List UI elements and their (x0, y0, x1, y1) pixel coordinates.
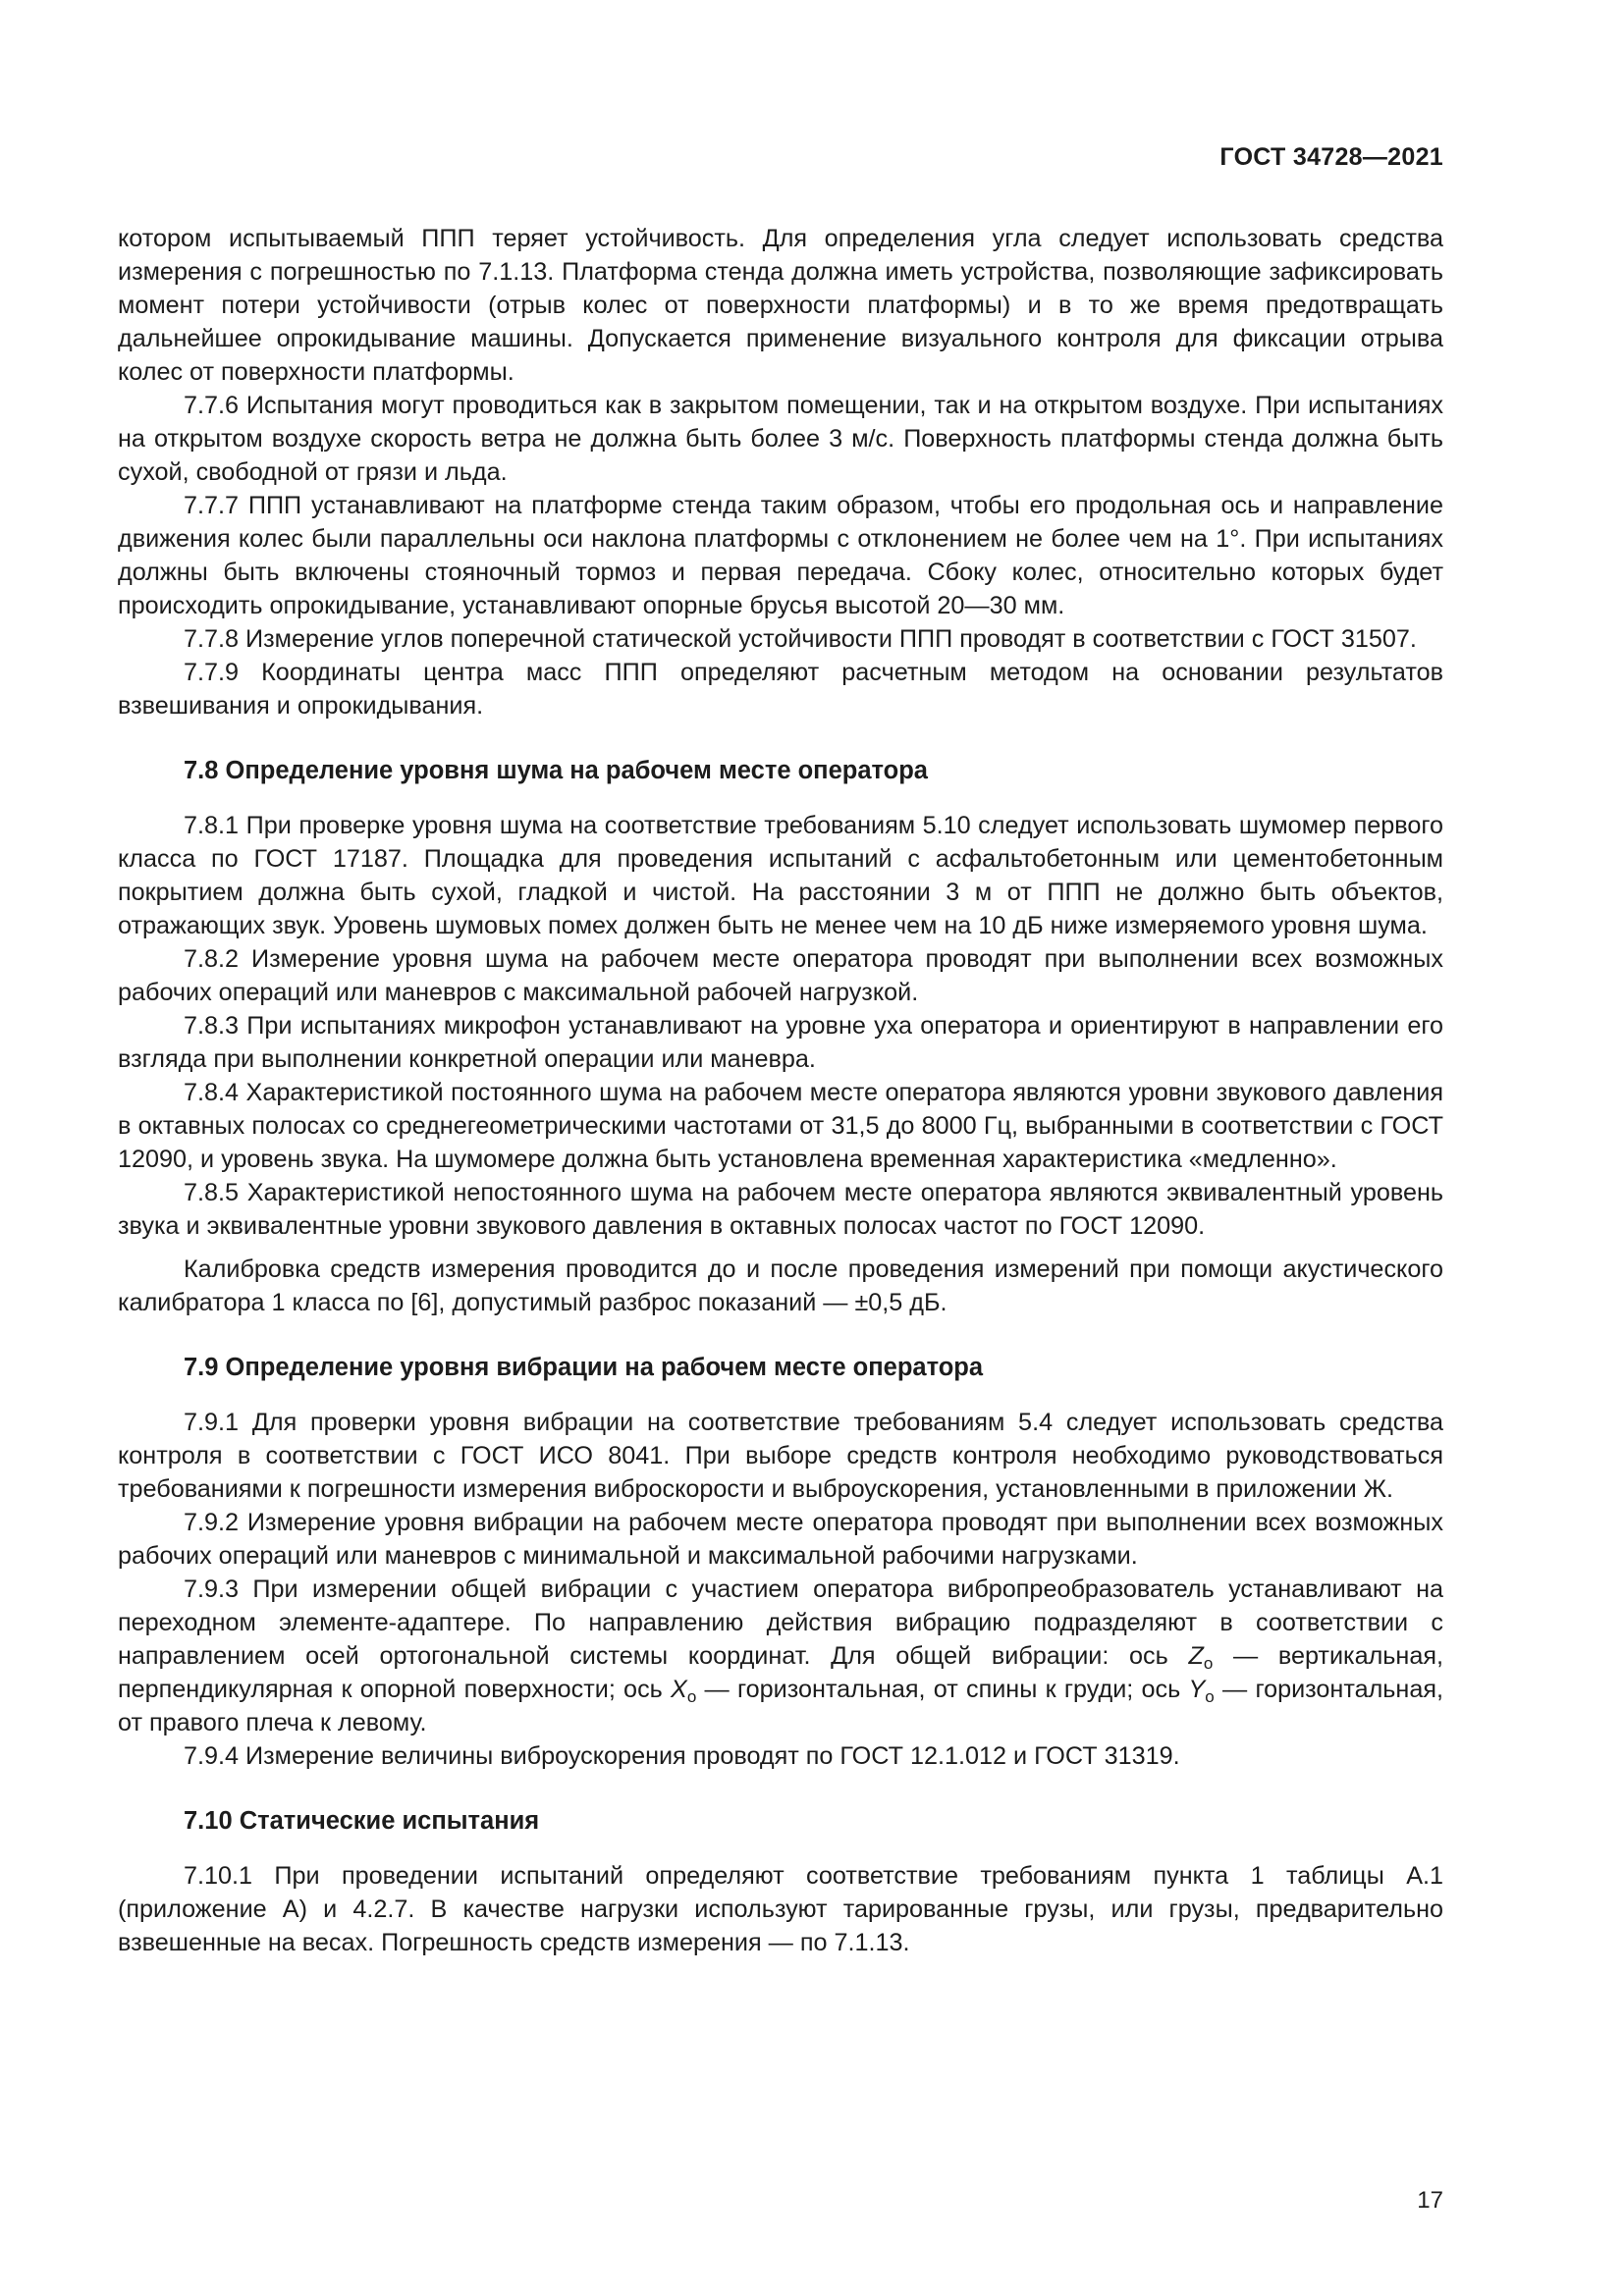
paragraph-7-7-8: 7.7.8 Измерение углов поперечной статической устойчивости ППП проводят в соответствии с ГОСТ 31507. (184, 625, 1417, 653)
paragraph-continuation: котором испытываемый ППП теряет устойчивость. Для определения угла следует использовать средства измерения с погрешностью по 7.1.13. Платформа стенда должна иметь устройства, позволяющие зафиксировать момент потери устойчивости (отрыв колес от поверхности платформы) и в то же время предотвращать дальнейшее опрокидывание машины. Допускается применение визуального контроля для фиксации отрыва колес от поверхности платформы. (118, 225, 1443, 386)
paragraph-7-8-5: 7.8.5 Характеристикой непостоянного шума на рабочем месте оператора являются эквивалентный уровень звука и эквивалентные уровни звукового давления в октавных полосах частот по ГОСТ 12090. (118, 1179, 1443, 1240)
document-code: ГОСТ 34728—2021 (1219, 143, 1443, 171)
paragraph-7-8-3: 7.8.3 При испытаниях микрофон устанавливают на уровне уха оператора и ориентируют в направлении его взгляда при выполнении конкретной операции или маневра. (118, 1012, 1443, 1073)
paragraph-7-9-4: 7.9.4 Измерение величины виброускорения проводят по ГОСТ 12.1.012 и ГОСТ 31319. (184, 1742, 1180, 1770)
paragraph-7-9-1: 7.9.1 Для проверки уровня вибрации на соответствие требованиям 5.4 следует использовать средства контроля в соответствии с ГОСТ ИСО 8041. При выборе средств контроля необходимо руководствоваться требованиями к погрешности измерения виброскорости и выброускорения, установленными в приложении Ж. (118, 1409, 1443, 1503)
paragraph-7-9-3-part-1: 7.9.3 При измерении общей вибрации с участием оператора вибропреобразователь устанавливают на переходном элементе-адаптере. По направлению действия вибрацию подразделяют в соответствии с направлением осей ортогональной системы координат. Для общей вибрации: ось (118, 1575, 1443, 1670)
paragraph-7-8-4: 7.8.4 Характеристикой постоянного шума на рабочем месте оператора являются уровни звукового давления в октавных полосах со среднегеометрическими частотами от 31,5 до 8000 Гц, выбранными в соответствии с ГОСТ 12090, и уровень звука. На шумомере должна быть установлена временная характеристика «медленно». (118, 1079, 1443, 1173)
axis-y-subscript: o (1205, 1687, 1215, 1706)
paragraph-calibration: Калибровка средств измерения проводится до и после проведения измерений при помощи акустического калибратора 1 класса по [6], допустимый разброс показаний — ±0,5 дБ. (118, 1255, 1443, 1316)
paragraph-7-10-1: 7.10.1 При проведении испытаний определяют соответствие требованиям пункта 1 таблицы А.1 (приложение А) и 4.2.7. В качестве нагрузки используют тарированные грузы, или грузы, предварительно взвешенные на весах. Погрешность средств измерения — по 7.1.13. (118, 1862, 1443, 1956)
section-heading-7-10: 7.10 Статические испытания (184, 1807, 540, 1835)
paragraph-7-7-6: 7.7.6 Испытания могут проводиться как в закрытом помещении, так и на открытом воздухе. При испытаниях на открытом воздухе скорость ветра не должна быть более 3 м/с. Поверхность платформы стенда должна быть сухой, свободной от грязи и льда. (118, 392, 1443, 486)
document-body (118, 222, 1443, 1959)
paragraph-7-9-2: 7.9.2 Измерение уровня вибрации на рабочем месте оператора проводят при выполнении всех возможных рабочих операций или маневров с минимальной и максимальной рабочими нагрузками. (118, 1509, 1443, 1570)
paragraph-7-8-2: 7.8.2 Измерение уровня шума на рабочем месте оператора проводят при выполнении всех возможных рабочих операций или маневров с максимальной рабочей нагрузкой. (118, 945, 1443, 1006)
axis-z-subscript: o (1203, 1654, 1214, 1673)
axis-x-symbol: X (671, 1676, 687, 1703)
paragraph-7-9-3 (118, 1573, 1443, 1739)
paragraph-7-8-1: 7.8.1 При проверке уровня шума на соответствие требованиям 5.10 следует использовать шумомер первого класса по ГОСТ 17187. Площадка для проведения испытаний с асфальтобетонным или цементобетонным покрытием должна быть сухой, гладкой и чистой. На расстоянии 3 м от ППП не должно быть объектов, отражающих звук. Уровень шумовых помех должен быть не менее чем на 10 дБ ниже измеряемого уровня шума. (118, 812, 1443, 939)
axis-y-symbol: Y (1188, 1676, 1206, 1703)
section-heading-7-8: 7.8 Определение уровня шума на рабочем месте оператора (184, 757, 928, 784)
section-heading-7-9: 7.9 Определение уровня вибрации на рабочем месте оператора (184, 1354, 984, 1381)
axis-x-subscript: o (686, 1687, 697, 1706)
paragraph-7-9-3-part-3: — горизонтальная, от спины к груди; ось (696, 1676, 1189, 1703)
page-number: 17 (1417, 2187, 1443, 2214)
axis-z-symbol: Z (1188, 1642, 1204, 1670)
paragraph-7-9-3-part-2: — вертикальная, перпендикулярная к опорной поверхности; ось (118, 1642, 1443, 1703)
paragraph-7-7-9: 7.7.9 Координаты центра масс ППП определяют расчетным методом на основании результатов взвешивания и опрокидывания. (118, 659, 1443, 720)
paragraph-7-7-7: 7.7.7 ППП устанавливают на платформе стенда таким образом, чтобы его продольная ось и направление движения колес были параллельны оси наклона платформы с отклонением не более чем на 1°. При испытаниях должны быть включены стояночный тормоз и первая передача. Сбоку колес, относительно которых будет происходить опрокидывание, устанавливают опорные брусья высотой 20—30 мм. (118, 492, 1443, 619)
paragraph-7-9-3-part-4: — горизонтальная, от правого плеча к левому. (118, 1676, 1443, 1736)
